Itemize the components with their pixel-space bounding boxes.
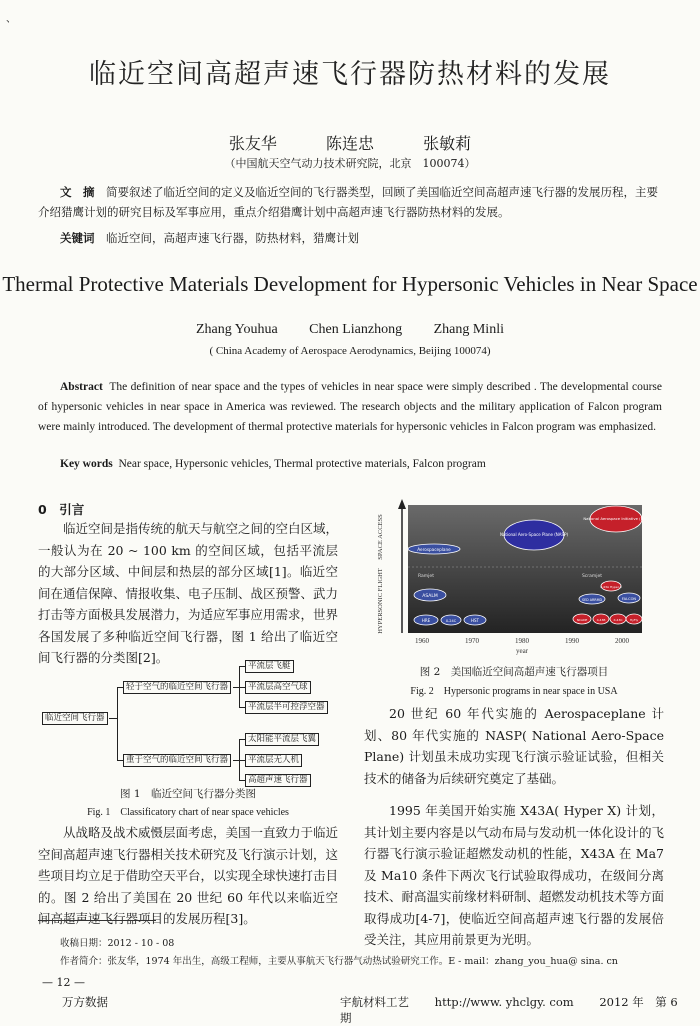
program-ncade-label: NCADE <box>576 618 588 622</box>
author-en-2: Chen Lianzhong <box>309 322 403 337</box>
tree-branch-heavy: 重于空气的临近空间飞行器 <box>123 754 231 767</box>
keywords-cn-label: 关键词 <box>60 231 95 245</box>
authors-en <box>0 322 700 338</box>
tree-connector <box>109 718 117 719</box>
x-tick-1990: 1990 <box>565 637 579 645</box>
program-x43a-label: X-43A Hyper-X <box>600 585 622 589</box>
x-tick-1980: 1980 <box>515 637 529 645</box>
affiliation-en: ( China Academy of Aerospace Aerodynamics, Beijing 100074) <box>209 345 491 357</box>
footnote-rule <box>38 920 156 921</box>
keywords-cn <box>60 228 684 248</box>
x-tick-1960: 1960 <box>415 637 429 645</box>
program-falcon-label: FALCON <box>621 597 637 601</box>
figure-2-programs-chart <box>364 497 668 659</box>
program-hyfly-label: HyFly <box>629 618 639 622</box>
received-date: 收稿日期：2012 - 10 - 08 <box>60 938 175 949</box>
keywords-cn-text: 临近空间，高超声速飞行器，防热材料，猎鹰计划 <box>106 231 359 245</box>
tree-leaf-5: 平流层无人机 <box>245 754 302 767</box>
intro-paragraph-1: 临近空间是指传统的航天与航空之间的空白区域，一般认为在 20 ~ 100 km 的空间区域，包括平流层的大部分区域、中间层和热层的部分区域[1]。临近空间在通信保障、情报收集、电子压制、战区预警、武力打击等方面极具发展潜力，为适应军事应用需求，世界各国发展了多种临近空间飞行器，图 1 给出了临近空间飞行器的分类图[2]。 <box>38 521 339 665</box>
y-axis-arrow <box>398 499 406 509</box>
figure-1-tree <box>42 660 342 785</box>
tree-leaf-1: 平流层飞艇 <box>245 660 294 673</box>
abstract-en-label: Abstract <box>60 381 103 393</box>
program-sed-arrmd-label: SED ARRMD <box>582 598 602 602</box>
keywords-en-label: Key words <box>60 458 113 470</box>
figure-2-caption-en: Fig. 2 Hypersonic programs in near space in USA <box>410 686 618 697</box>
category-ramjet: Ramjet <box>418 574 434 579</box>
tree-leaf-2: 平流层高空气球 <box>245 681 311 694</box>
keywords-en <box>60 458 660 470</box>
x-tick-1970: 1970 <box>465 637 479 645</box>
affiliation-cn: （中国航天空气动力技术研究院，北京 100074） <box>224 157 476 170</box>
tree-root: 临近空间飞行器 <box>42 712 108 725</box>
bottom-left-watermark: 万方数据 <box>62 995 108 1009</box>
right-paragraph-2: 1995 年美国开始实施 X43A( Hyper X) 计划，其计划主要内容是以气动布局与发动机一体化设计的飞行器飞行演示验证超燃发动机的性能，X43A 在 Ma7 及 Ma10 条件下两次飞行试验取得成功，在级间分离技术、耐高温实前缘材料研制、超燃发动机技术等方面取得成功[4-7]，使临近空间高超声速飞行器的发展倍受关注，其应用前景更为光明。 <box>364 803 665 947</box>
keywords-en-text: Near space, Hypersonic vehicles, Thermal protective materials, Falcon program <box>118 458 486 470</box>
figure-1-caption-en: Fig. 1 Classificatory chart of near space vehicles <box>87 807 289 818</box>
program-hst-label: HST <box>471 618 479 623</box>
tree-leaf-3: 平流层半可控浮空器 <box>245 701 328 714</box>
right-paragraph-1: 20 世纪 60 年代实施的 Aerospaceplane 计划、80 年代实施的 NASP( National Aero-Space Plane) 计划虽未成功实现飞行演示验证试验，但相关技术的储备为后续研究奠定了基础。 <box>364 706 664 786</box>
author-en-1: Zhang Youhua <box>196 322 278 337</box>
figure-1-caption-cn: 图 1 临近空间飞行器分类图 <box>119 788 257 800</box>
paper-title-en: Thermal Protective Materials Development for Hypersonic Vehicles in Near Space <box>2 272 698 296</box>
figure-2-caption-cn: 图 2 美国临近空间高超声速飞行器项目 <box>419 666 609 678</box>
tree-leaf-6: 高超声速飞行器 <box>245 774 311 787</box>
journal-issue: 2012 年 第 6 期 <box>340 995 678 1025</box>
x-tick-2000: 2000 <box>615 637 629 645</box>
corner-mark: 、 <box>6 14 16 25</box>
tree-leaf-4: 太阳能平流层飞翼 <box>245 733 319 746</box>
abstract-cn-text: 简要叙述了临近空间的定义及临近空间的飞行器类型，回顾了美国临近空间高超声速飞行器的发展历程，主要介绍猎鹰计划的研究目标及军事应用，重点介绍猎鹰计划中高超声速飞行器防热材料的发展。 <box>38 185 658 219</box>
page-number: — 12 — <box>42 976 85 989</box>
abstract-en <box>38 377 662 437</box>
paper-title: 临近空间高超声速飞行器防热材料的发展 <box>89 59 611 90</box>
program-aerospaceplane-label: Aerospaceplane <box>417 547 451 552</box>
author-bio: 作者简介：张友华，1974 年出生，高级工程师，主要从事航天飞行器气动热试验研究工作。E - mail：zhang_you_hua@ sina. cn <box>60 956 618 967</box>
program-hre-label: HRE <box>421 618 431 623</box>
program-nai-label: National Aerospace Initiative (NAI) <box>583 516 649 521</box>
journal-url: http://www. yhclgy. com <box>434 995 574 1009</box>
y-label-hypersonic-flight: HYPERSONIC FLIGHT <box>377 568 384 634</box>
program-asalm-label: ASALM <box>422 594 438 599</box>
category-scramjet: Scramjet <box>581 574 603 579</box>
program-nasp-label: National Aero-Space Plane (NASP) <box>499 532 569 537</box>
section-heading: 0 引言 <box>38 502 85 517</box>
tree-branch-light: 轻于空气的临近空间飞行器 <box>123 681 231 694</box>
abstract-cn <box>38 182 662 222</box>
journal-name: 宇航材料工艺 <box>340 995 409 1009</box>
abstract-cn-label: 文 摘 <box>60 185 95 199</box>
author-cn-2: 陈连忠 <box>325 134 374 153</box>
author-cn-3: 张敏莉 <box>423 134 472 153</box>
authors-cn <box>0 131 700 154</box>
journal-footer <box>340 994 700 1026</box>
program-x43b-label: X-43B <box>596 618 606 622</box>
author-en-3: Zhang Minli <box>433 322 504 337</box>
abstract-en-text: The definition of near space and the types of vehicles in near space were simply described . The developmental course of hypersonic vehicles in near space in America was reviewed. The research objects and the military application of Falcon program were mainly introduced. The development of thermal protective materials for hypersonic vehicles in Falcon program was emphasized. <box>38 381 663 433</box>
tree-connector <box>117 687 118 760</box>
program-x43c-label: X-43C <box>613 618 623 622</box>
intro-paragraph-2: 从战略及战术威慑层面考虑，美国一直致力于临近空间高超声速飞行器相关技术研究及飞行演示计划，这些项目均立足于借助空天平台，以实现全球快速打击目的。图 2 给出了美国在 20 世纪 60 年代以来临近空间高超声速飞行器项目的发展历程[3]。 <box>38 825 339 926</box>
x-axis-label: year <box>515 647 529 655</box>
author-cn-1: 张友华 <box>228 134 277 153</box>
x-tick-labels <box>415 637 630 645</box>
y-label-space-access: SPACE ACCESS <box>377 514 384 560</box>
program-x24c-label: X-24C <box>445 619 457 623</box>
